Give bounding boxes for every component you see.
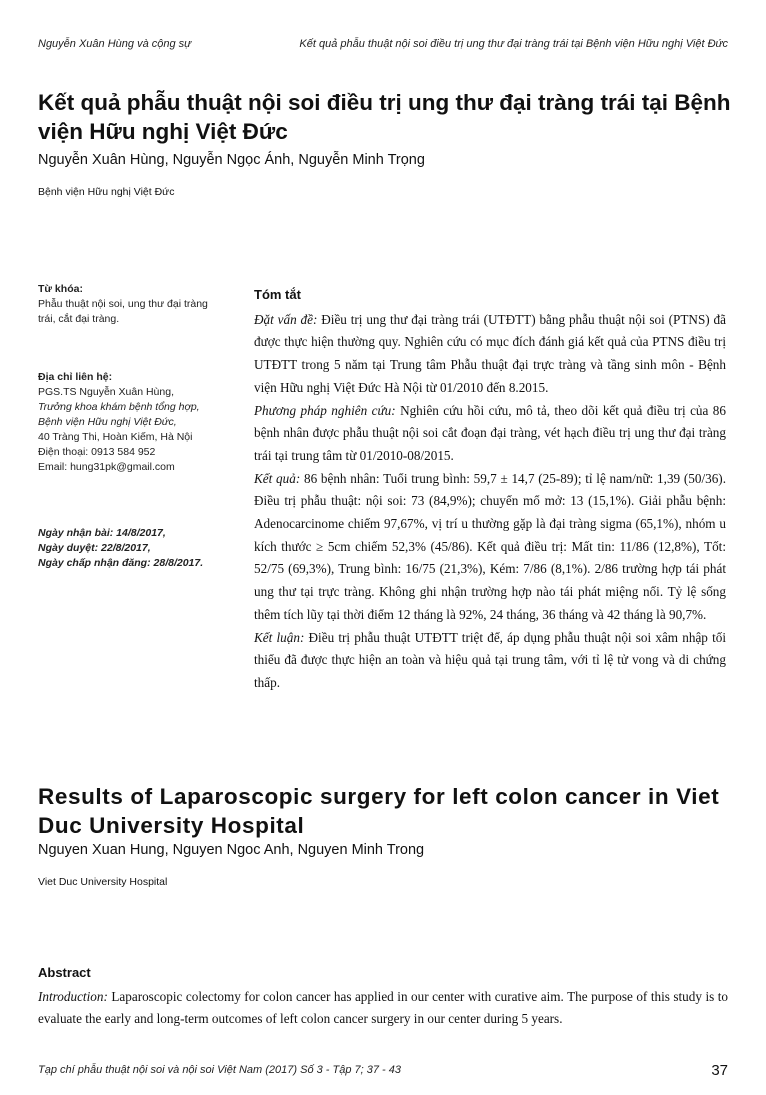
authors-vi: Nguyễn Xuân Hùng, Nguyễn Ngọc Ánh, Nguyễn Minh Trọng [38, 152, 425, 168]
keywords-text: Phẫu thuật nội soi, ung thư đại tràng trái, cắt đại tràng. [38, 298, 208, 325]
article-title-vi: Kết quả phẫu thuật nội soi điều trị ung thư đại tràng trái tại Bệnh viện Hữu nghị Việt Đức [38, 90, 731, 144]
keywords-block [38, 282, 220, 327]
date-received: Ngày nhận bài: 14/8/2017, [38, 527, 166, 539]
contact-phone: Điện thoại: 0913 584 952 [38, 446, 156, 458]
results-label: Kết quả: [254, 470, 301, 486]
contact-title: Trưởng khoa khám bệnh tổng hợp, Bệnh viện Hữu nghị Việt Đức, [38, 401, 200, 428]
affiliation-vi: Bệnh viện Hữu nghị Việt Đức [38, 186, 175, 198]
contact-block [38, 370, 220, 475]
running-header-title: Kết quả phẫu thuật nội soi điều trị ung thư đại tràng trái tại Bệnh viện Hữu nghị Việt Đức [299, 38, 728, 50]
affiliation-en: Viet Duc University Hospital [38, 876, 168, 888]
background-text: Điều trị ung thư đại tràng trái (UTĐTT) bằng phẫu thuật nội soi (PTNS) đã được thực hiện thường quy. Nghiên cứu có mục đích đánh giá kết quả của PTNS điều trị UTĐTT trong 5 năm tại Trung tâm Phẫu thuật đại trực tràng và tầng sinh môn - Bệnh viện Hữu nghị Việt Đức Hà Nội từ 01/2010 đến 8.2015. [254, 311, 726, 395]
intro-label: Introduction: [38, 988, 108, 1004]
page-number: 37 [711, 1062, 728, 1079]
summary-paragraph-results [254, 468, 726, 627]
intro-text: Laparoscopic colectomy for colon cancer has applied in our center with curative aim. The purpose of this study is to evaluate the early and long-term outcomes of left colon cancer surgery in our center during 5 years. [38, 988, 728, 1026]
running-header-authors: Nguyễn Xuân Hùng và cộng sự [38, 38, 192, 50]
contact-address: 40 Tràng Thi, Hoàn Kiếm, Hà Nội [38, 431, 193, 443]
date-accepted: Ngày chấp nhận đăng: 28/8/2017. [38, 557, 204, 569]
methods-text: Nghiên cứu hồi cứu, mô tả, theo dõi kết quả điều trị của 86 bệnh nhân được phẫu thuật nội soi cắt đoạn đại tràng, vét hạch điều trị ung thư đại tràng trái tại trung tâm từ 01/2010-08/2015. [254, 402, 726, 463]
journal-citation: Tạp chí phẫu thuật nội soi và nội soi Việt Nam (2017) Số 3 - Tập 7; 37 - 43 [38, 1064, 402, 1076]
summary-heading: Tóm tắt [254, 287, 301, 302]
contact-label: Địa chỉ liên hệ: [38, 371, 113, 383]
conclusion-text: Điều trị phẫu thuật UTĐTT triệt để, áp dụng phẫu thuật nội soi xâm nhập tối thiểu đã được thực hiện an toàn và hiệu quả tại trung tâm, với tỉ lệ tử vong và di chứng thấp. [254, 629, 726, 690]
contact-name: PGS.TS Nguyễn Xuân Hùng, [38, 386, 174, 398]
date-reviewed: Ngày duyệt: 22/8/2017, [38, 542, 151, 554]
summary-paragraph-methods [254, 400, 726, 468]
results-text: 86 bệnh nhân: Tuổi trung bình: 59,7 ± 14,7 (25-89); tỉ lệ nam/nữ: 1,39 (50/36). Điều trị phẫu thuật: nội soi: 73 (84,9%); chuyển mổ mở: 13 (15,1%). Giải phẫu bệnh: Adenocarcinome chiếm 97,67%, vị trí u thường gặp là đại tràng sigma (65,1%), nhóm u kích thước ≥ 5cm chiếm 52,3% (45/86). Kết quả điều trị: Mất tin: 11/86 (12,8%), Tốt: 52/75 (69,3%), Trung bình: 16/75 (21,3%), Kém: 7/86 (8,1%). 2/86 trường hợp tái phát ung thư tại trực tràng. Không ghi nhận trường hợp nào tái phát miệng nối. Tỷ lệ sống thêm tích lũy tại thời điểm 12 tháng là 92%, 24 tháng, 36 tháng và 42 tháng là 90,7%. [254, 470, 726, 622]
contact-email: Email: hung31pk@gmail.com [38, 461, 175, 473]
article-title-en: Results of Laparoscopic surgery for left colon cancer in Viet Duc University Hospital [38, 784, 720, 838]
summary-paragraph-background [254, 309, 726, 400]
conclusion-label: Kết luận: [254, 629, 305, 645]
authors-en: Nguyen Xuan Hung, Nguyen Ngoc Anh, Nguyen Minh Trong [38, 842, 425, 858]
dates-block [38, 526, 220, 571]
abstract-heading: Abstract [38, 965, 91, 980]
summary-paragraph-conclusion [254, 627, 726, 695]
keywords-label: Từ khóa: [38, 283, 83, 295]
methods-label: Phương pháp nghiên cứu: [254, 402, 396, 418]
abstract-paragraph-intro [38, 986, 728, 1031]
abstract-en [38, 962, 728, 1031]
summary-vi [254, 284, 726, 695]
background-label: Đặt vấn đề: [254, 311, 318, 327]
